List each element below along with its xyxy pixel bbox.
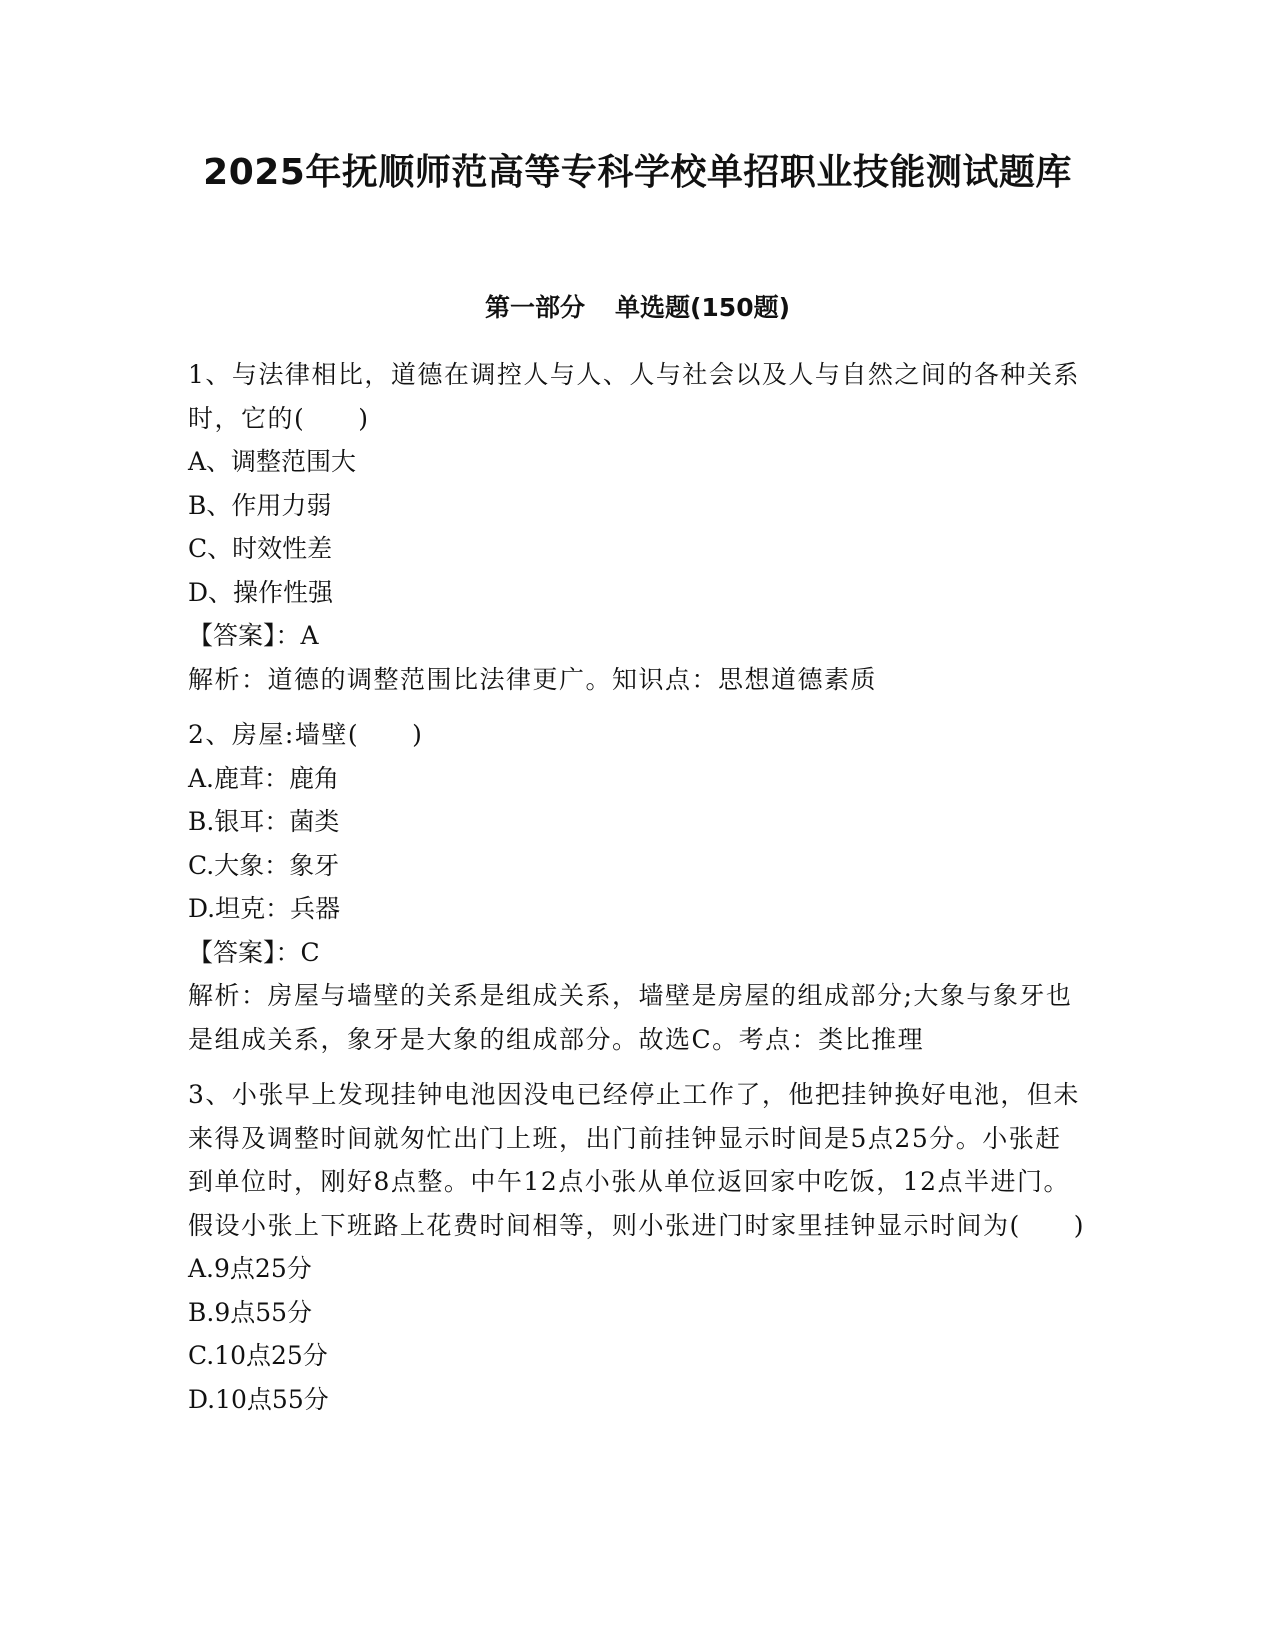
option-d: D.坦克：兵器 bbox=[188, 894, 341, 923]
option-b: B、作用力弱 bbox=[188, 490, 332, 520]
answer-line: 【答案】：C bbox=[188, 937, 320, 967]
analysis-text: 解析：道德的调整范围比法律更广。知识点：思想道德素质 bbox=[188, 664, 878, 694]
option-b: B.9点55分 bbox=[188, 1297, 313, 1327]
question-2 bbox=[188, 713, 1088, 1061]
option-a: A.9点25分 bbox=[188, 1254, 312, 1283]
option-a: A、调整范围大 bbox=[188, 447, 357, 476]
question-1 bbox=[188, 353, 1088, 701]
section-part: 第一部分 bbox=[484, 293, 585, 322]
option-c: C.大象：象牙 bbox=[188, 850, 340, 880]
option-d: D.10点55分 bbox=[188, 1384, 329, 1414]
option-c: C、时效性差 bbox=[188, 534, 333, 563]
option-a: A.鹿茸：鹿角 bbox=[188, 763, 340, 793]
question-stem: 2、房屋:墙壁( ) bbox=[188, 720, 424, 749]
question-3 bbox=[188, 1073, 1088, 1421]
option-c: C.10点25分 bbox=[188, 1341, 328, 1370]
section-name: 单选题(150题) bbox=[614, 293, 791, 322]
document-title: 2025年抚顺师范高等专科学校单招职业技能测试题库 bbox=[203, 152, 1072, 193]
answer-line: 【答案】：A bbox=[188, 621, 319, 650]
analysis-text: 解析：房屋与墙壁的关系是组成关系，墙壁是房屋的组成部分;大象与象牙也是组成关系，象牙是大象的组成部分。故选C。考点：类比推理 bbox=[188, 981, 1073, 1054]
section-heading bbox=[0, 290, 1275, 326]
question-stem: 3、小张早上发现挂钟电池因没电已经停止工作了，他把挂钟换好电池，但未来得及调整时间就匆忙出门上班，出门前挂钟显示时间是5点25分。小张赶到单位时，刚好8点整。中午12点小张从单位返回家中吃饭，12点半进门。假设小张上下班路上花费时间相等，则小张进门时家里挂钟显示时间为( ) bbox=[188, 1080, 1086, 1240]
option-d: D、操作性强 bbox=[188, 577, 334, 607]
option-b: B.银耳：菌类 bbox=[188, 807, 340, 836]
question-list bbox=[188, 353, 1088, 1433]
question-stem: 1、与法律相比，道德在调控人与人、人与社会以及人与自然之间的各种关系时，它的( ) bbox=[188, 360, 1080, 433]
